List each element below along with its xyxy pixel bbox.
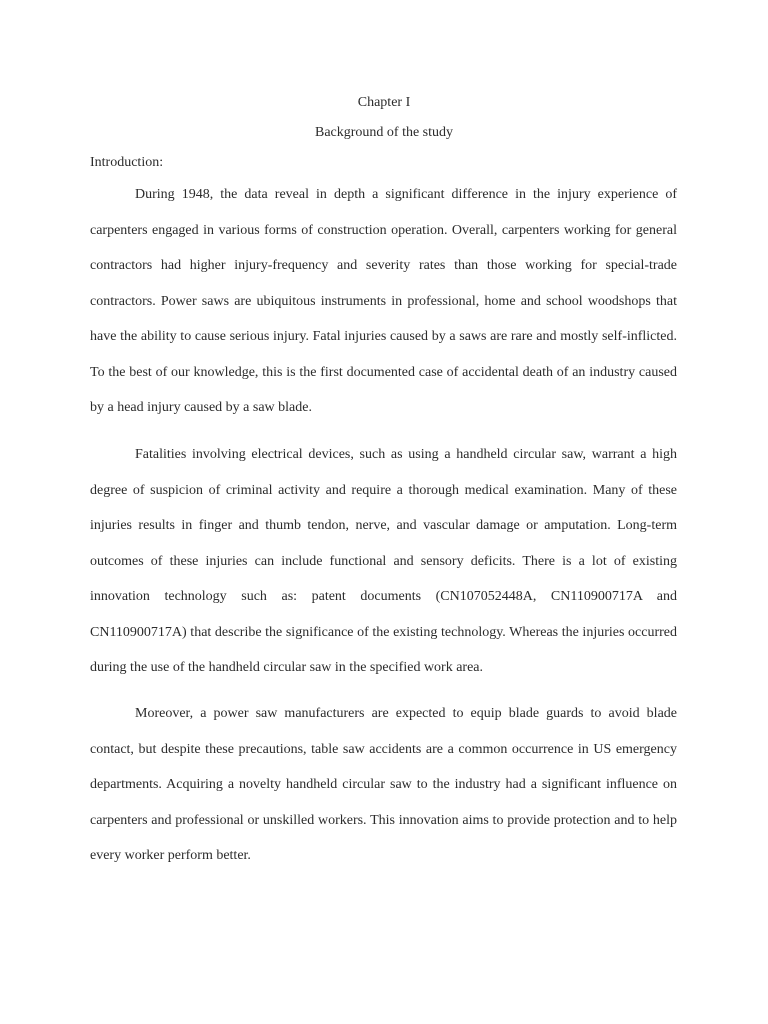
introduction-heading: Introduction: — [90, 155, 164, 170]
paragraph-2: Fatalities involving electrical devices, such as using a handheld circular saw, warrant a high degree of suspicion of criminal activity and require a thorough medical examination. Many of these injuries results in finger and thumb tendon, nerve, and vascular damage or amputation. Long-term outcomes of these injuries can include functional and sensory deficits. There is a lot of existing innovation technology such as: patent documents (CN107052448A, CN110900717A and CN110900717A) that describe the significance of the existing technology. Whereas the injuries occurred during the use of the handheld circular saw in the specified work area. — [90, 447, 677, 675]
paragraph-1: During 1948, the data reveal in depth a significant difference in the injury experience of carpenters engaged in various forms of construction operation. Overall, carpenters working for general contractors had higher injury-frequency and severity rates than those working for special-trade contractors. Power saws are ubiquitous instruments in professional, home and school woodshops that have the ability to cause serious injury. Fatal injuries caused by a saws are rare and mostly self-inflicted. To the best of our knowledge, this is the first documented case of accidental death of an industry caused by a head injury caused by a saw blade. — [90, 187, 677, 415]
chapter-heading: Chapter I — [357, 95, 411, 110]
section-title: Background of the study — [314, 125, 454, 140]
paragraph-3: Moreover, a power saw manufacturers are expected to equip blade guards to avoid blade contact, but despite these precautions, table saw accidents are a common occurrence in US emergency departments. Acquiring a novelty handheld circular saw to the industry had a significant influence on carpenters and professional or unskilled workers. This innovation aims to provide protection and to help every worker perform better. — [90, 706, 677, 863]
